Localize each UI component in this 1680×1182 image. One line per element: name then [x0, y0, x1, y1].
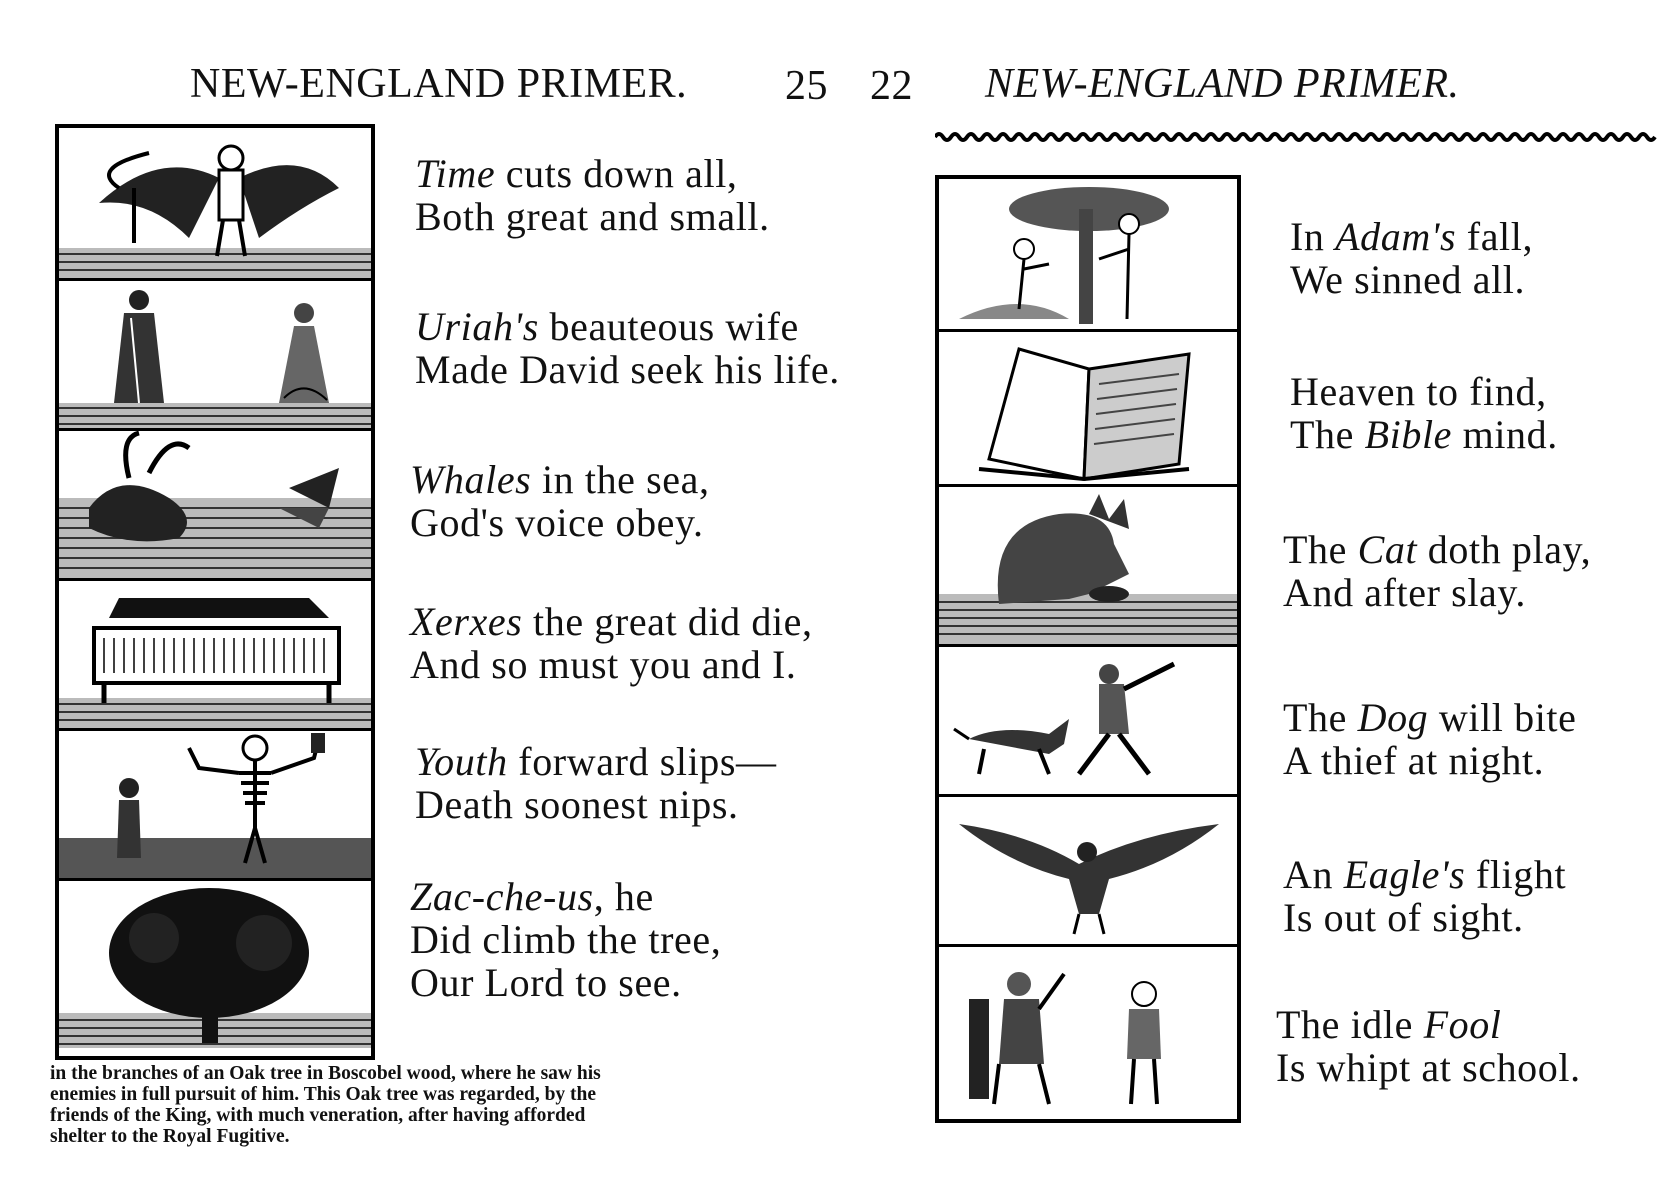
- verse-line-2: A thief at night.: [1283, 738, 1545, 783]
- verse-dog: [1283, 696, 1577, 782]
- verse-text: An: [1283, 852, 1344, 897]
- verse-line-2: Is whipt at school.: [1276, 1045, 1581, 1090]
- oak-tree-icon: [59, 878, 371, 1048]
- verse-line-3: Our Lord to see.: [410, 960, 682, 1005]
- verse-line-2: And after slay.: [1283, 570, 1526, 615]
- verse-eagle: [1283, 853, 1566, 939]
- uriah-david-icon: [59, 278, 371, 431]
- left-illustration-strip: [55, 124, 375, 1060]
- verse-fool: [1276, 1003, 1581, 1089]
- verse-cat: [1283, 528, 1591, 614]
- verse-uriah: [415, 305, 840, 391]
- bible-book-icon: [939, 329, 1237, 487]
- xerxes-tomb-icon: [59, 578, 371, 731]
- whale-icon: [59, 428, 371, 581]
- adam-eve-tree-icon: [939, 179, 1237, 332]
- verse-keyword: Zac-che-us: [410, 874, 594, 919]
- verse-whales: [410, 458, 710, 544]
- verse-text: , he: [593, 874, 654, 919]
- youth-death-icon: [59, 728, 371, 881]
- verse-text: doth play,: [1417, 527, 1592, 572]
- verse-text: mind.: [1452, 412, 1558, 457]
- verse-keyword: Fool: [1423, 1002, 1502, 1047]
- fool-school-icon: [939, 944, 1237, 1119]
- verse-line-2: Did climb the tree,: [410, 917, 722, 962]
- verse-line-2: God's voice obey.: [410, 500, 704, 545]
- verse-text: The: [1283, 527, 1358, 572]
- verse-keyword: Cat: [1357, 527, 1418, 572]
- dog-thief-icon: [939, 644, 1237, 797]
- time-scythe-icon: [59, 128, 371, 281]
- verse-text: forward slips—: [507, 739, 777, 784]
- left-page-header: NEW-ENGLAND PRIMER.: [190, 61, 688, 107]
- verse-text: cuts down all,: [495, 151, 738, 196]
- verse-text: fall,: [1456, 214, 1534, 259]
- verse-text: The: [1283, 695, 1358, 740]
- verse-text: Heaven to find,: [1290, 369, 1547, 414]
- footnote-line: friends of the King, with much veneration, after having afforded: [50, 1105, 586, 1126]
- verse-keyword: Time: [415, 151, 496, 196]
- ornamental-rule: [935, 130, 1660, 144]
- right-illustration-strip: [935, 175, 1241, 1123]
- footnote-line: shelter to the Royal Fugitive.: [50, 1126, 290, 1147]
- verse-text: In: [1290, 214, 1336, 259]
- right-page-header: NEW-ENGLAND PRIMER.: [985, 61, 1460, 107]
- right-page-number: 22: [870, 63, 913, 109]
- verse-text: beauteous wife: [538, 304, 799, 349]
- verse-text: in the sea,: [531, 457, 710, 502]
- verse-keyword: Whales: [410, 457, 532, 502]
- verse-keyword: Dog: [1357, 695, 1429, 740]
- verse-adam: [1290, 215, 1533, 301]
- left-page-number: 25: [785, 63, 828, 109]
- verse-line-2: Is out of sight.: [1283, 895, 1524, 940]
- verse-line-2: Made David seek his life.: [415, 347, 840, 392]
- verse-keyword: Xerxes: [410, 599, 523, 644]
- cat-icon: [939, 484, 1237, 647]
- verse-keyword: Eagle's: [1343, 852, 1466, 897]
- verse-time: [415, 152, 770, 238]
- footnote-line: enemies in full pursuit of him. This Oak tree was regarded, by the: [50, 1084, 597, 1105]
- verse-text: The: [1290, 412, 1365, 457]
- verse-keyword: Adam's: [1335, 214, 1457, 259]
- verse-xerxes: [410, 600, 813, 686]
- footnote-line: in the branches of an Oak tree in Boscobel wood, where he saw his: [50, 1063, 601, 1084]
- verse-youth: [415, 740, 777, 826]
- verse-keyword: Youth: [415, 739, 508, 784]
- verse-keyword: Uriah's: [415, 304, 539, 349]
- verse-line-2: Both great and small.: [415, 194, 770, 239]
- verse-text: The idle: [1276, 1002, 1424, 1047]
- verse-text: flight: [1465, 852, 1567, 897]
- verse-bible: [1290, 370, 1558, 456]
- verse-text: will bite: [1428, 695, 1577, 740]
- verse-line-2: We sinned all.: [1290, 257, 1526, 302]
- footnote: [50, 1063, 890, 1147]
- verse-line-2: Death soonest nips.: [415, 782, 739, 827]
- verse-text: the great did die,: [522, 599, 813, 644]
- verse-line-2: And so must you and I.: [410, 642, 797, 687]
- verse-zaccheus: [410, 875, 721, 1004]
- eagle-icon: [939, 794, 1237, 947]
- verse-keyword: Bible: [1364, 412, 1453, 457]
